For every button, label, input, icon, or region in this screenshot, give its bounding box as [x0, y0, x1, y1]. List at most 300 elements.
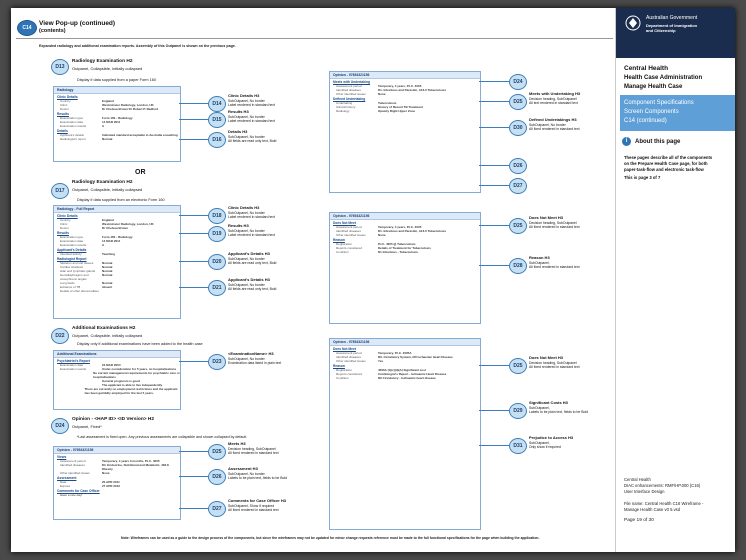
- reason-rows: [330, 242, 480, 254]
- reason-rows: [330, 368, 480, 380]
- callout-d14: D14: [208, 96, 226, 112]
- field-label: Country: [60, 99, 71, 103]
- callout-d24: D24: [509, 74, 527, 90]
- field-label: Reports considered: [336, 372, 363, 376]
- annotation-sub: SubOutpanel, No border: [228, 114, 265, 119]
- field-row: [336, 92, 480, 96]
- opinion-panel-right-title[interactable]: Opinion - 97654321156: [330, 72, 480, 79]
- full-results-rows: [54, 235, 180, 247]
- sidebar-title1: Central Health: [624, 65, 669, 72]
- field-value: None: [378, 233, 386, 237]
- d17-label: Radiology Examination H2: [72, 180, 133, 185]
- field-value: Normal: [102, 265, 113, 269]
- d13-label: Radiology Examination H2: [72, 59, 133, 64]
- psychiatrist-heading: Psychiatrist's Report: [57, 359, 90, 363]
- annotation-title: Defined Undertakings H3: [529, 117, 577, 122]
- field-value: Westminster Radiology, London, UK: [102, 222, 154, 226]
- opinion-panel-left-title[interactable]: Opinion - 97654321156: [54, 447, 180, 454]
- field-value: 14 MAR 2011: [102, 120, 121, 124]
- annotation-note: All text rendered in standard text: [529, 101, 578, 106]
- field-row: [60, 226, 180, 230]
- annotation-sub: SubOutpanel, No border: [228, 98, 265, 103]
- field-value: Normal: [102, 273, 113, 277]
- field-value: D9 Circulatory - Ischaemic heart disease: [378, 376, 436, 380]
- field-label: Identified diseases: [336, 88, 361, 92]
- annotation-title: Clinic Details H3: [228, 205, 260, 210]
- radiology-full-panel-title[interactable]: Radiology - Full Report: [54, 206, 180, 213]
- coat-of-arms-icon: [622, 14, 644, 32]
- annotation-title: Assessment H3: [228, 466, 258, 471]
- field-value: A: [102, 124, 105, 128]
- field-label: Clinic: [60, 222, 68, 226]
- annotation-sub: SubOutpanel, No border: [228, 134, 265, 139]
- connector-line: [479, 185, 509, 186]
- annotation-d25: [529, 356, 580, 370]
- connector-line: [479, 410, 509, 411]
- callout-d16: D16: [208, 132, 226, 148]
- d24-label: Opinion - <HAP ID> <ID Version> H2: [72, 417, 155, 422]
- field-value: A: [102, 243, 105, 247]
- callout-d21: D21: [208, 280, 226, 296]
- page-intro: Expanded radiology and additional examination reports. Assembly of this Outpanel is shown on the previous page.: [39, 44, 236, 48]
- callout-d25: D25: [509, 94, 527, 110]
- component-title: Component Specifications: [624, 100, 694, 106]
- results-heading: Results: [57, 112, 69, 116]
- annotation-d18: [228, 206, 275, 220]
- field-label: Other identified issues: [336, 359, 366, 363]
- field-row: [60, 243, 180, 247]
- annotation-title: Does Not Meet H3: [529, 215, 564, 220]
- field-label: Radiology: [336, 109, 350, 113]
- page-number: Page 19 of 30: [624, 518, 654, 523]
- annotation-title: Results H3: [228, 109, 249, 114]
- callout-d19: D19: [208, 226, 226, 242]
- annotation-d31: [529, 436, 573, 450]
- annotation-d23: [228, 352, 281, 366]
- callout-d24-left: D24: [51, 418, 69, 434]
- d22-note: Display only if additional examinations have been added to the health case: [77, 342, 203, 346]
- field-row: [60, 124, 180, 128]
- annotation-d25: [529, 92, 580, 106]
- field-row: [60, 273, 180, 281]
- field-value: The applicant is able to live independently: [102, 383, 163, 387]
- gov-line3: and Citizenship: [646, 28, 676, 33]
- annotation-sub: SubOutpanel, No border: [228, 471, 265, 476]
- field-label: Assessment period: [336, 351, 362, 355]
- annotation-note: All fixed rendered in standard text: [529, 365, 580, 370]
- annotation-title: Reason H3: [529, 255, 550, 260]
- annotation-note: All fields are read only text, Bold: [228, 139, 277, 144]
- field-row: [60, 484, 180, 488]
- callout-d20: D20: [208, 254, 226, 270]
- about-line1: These pages describe all of the components: [624, 155, 713, 160]
- connector-line: [479, 445, 509, 446]
- callout-d22: D22: [51, 328, 69, 344]
- field-value: No current management requirements for psychiatric care or hospitalisations: [93, 371, 180, 379]
- connector-line: [179, 233, 208, 234]
- field-label: Condition: [336, 376, 349, 380]
- annotation-d27: [228, 499, 286, 513]
- field-label: Applicant's details: [60, 133, 84, 137]
- field-value: General prognosis is good: [102, 379, 141, 383]
- field-label: Doctor: [60, 226, 69, 230]
- field-row: [336, 359, 480, 363]
- comments-text: Have a nice day!: [60, 493, 83, 497]
- field-label: Details of other abnormalities: [60, 289, 99, 293]
- field-label: Identified diseases: [60, 463, 85, 467]
- full-applicant-heading: Applicant's Details: [57, 248, 87, 252]
- callout-d25: D25: [208, 444, 226, 460]
- field-label: Hilar and lymphatic glands: [60, 269, 96, 273]
- or-separator: OR: [135, 169, 146, 176]
- annotation-note: All fields are read only text, Bold: [228, 287, 277, 292]
- field-value: Dr Chelsea Brown Dr Robert P. Radford: [102, 107, 159, 111]
- field-value: There are currently no employment restrictions and the applicant has been gainfully employed for the last 5 years.: [84, 387, 178, 395]
- field-label: Registration: [336, 368, 353, 372]
- results-rows: [54, 116, 180, 128]
- field-value: Details of Treatment for Tuberculosis: [378, 246, 431, 250]
- full-report-rows: [54, 261, 180, 293]
- annotation-note: Label rendered in standard text: [228, 233, 275, 238]
- annotation-title: Results H3: [228, 223, 249, 228]
- reason-heading: Reason: [333, 364, 345, 368]
- field-row: [60, 463, 180, 471]
- opinion-panel-right-title[interactable]: Opinion - 97654321156: [330, 339, 480, 346]
- annotation-d16: [228, 130, 276, 144]
- annotation-note: Examination data listed in plain text: [228, 361, 282, 366]
- field-label: Radiologist's report: [60, 137, 86, 141]
- field-value: Temporary, 4 years, P.I.C. 4005: [378, 225, 422, 229]
- annotation-sub: SubOutpanel,: [529, 405, 550, 410]
- field-label: Cardiac shadows: [60, 265, 84, 269]
- annotation-title: Does Not Meet H3: [529, 355, 564, 360]
- annotation-note: All fixed rendered in standard text: [228, 451, 279, 456]
- decision-rows: [330, 84, 480, 96]
- field-row: [336, 233, 480, 237]
- annotation-note: Labels to be plain text, fields to be Bold: [529, 410, 588, 415]
- field-value: History of Recent TB Treatment: [378, 105, 423, 109]
- d17-sub: Outpanel, Collapsible, initially collapsed: [72, 187, 143, 192]
- connector-line: [479, 127, 509, 128]
- field-row: [60, 252, 180, 256]
- callout-d23: D23: [208, 354, 226, 370]
- connector-line: [479, 365, 509, 366]
- field-value: Normal: [102, 281, 113, 285]
- field-label: Hemidiaphragms and costophrenic angles: [60, 273, 89, 281]
- connector-line: [479, 265, 509, 266]
- opinion-panel-right-title[interactable]: Opinion - 97654321156: [330, 213, 480, 220]
- annotation-title: Applicant's Details H3: [228, 277, 270, 282]
- sidebar-title2: Health Case Administration: [624, 75, 703, 81]
- field-value: Absent: [102, 285, 113, 289]
- connector-line: [179, 451, 208, 452]
- field-label: Examination type: [60, 235, 84, 239]
- views-heading: Views: [57, 455, 67, 459]
- connector-line: [179, 287, 208, 288]
- field-row: [60, 471, 180, 475]
- annotation-sub: SubOutpanel, No border: [228, 228, 265, 233]
- field-row: [336, 376, 480, 380]
- field-value: Teaching: [102, 252, 115, 256]
- annotation-d30: [529, 118, 580, 132]
- field-value: Normal: [102, 269, 113, 273]
- callout-d26: D26: [509, 158, 527, 174]
- field-value: Cardiologist's Report - Ischaemic Heart Disease: [378, 372, 447, 376]
- annotation-title: Comments for Case Officer H3: [228, 498, 287, 503]
- annotation-title: Details H3: [228, 129, 248, 134]
- field-label: Examination date: [60, 120, 84, 124]
- field-value: Form 160 - Radiology: [102, 116, 133, 120]
- component-box: [620, 95, 735, 131]
- connector-line: [179, 139, 208, 140]
- callout-d17: D17: [51, 183, 69, 199]
- connector-line: [179, 508, 208, 509]
- field-label: Intended activity: [60, 252, 82, 256]
- annotation-note: All fields are read only text, Bold: [228, 261, 277, 266]
- field-row: [60, 371, 180, 379]
- field-value: 14 MAR 2011: [102, 239, 121, 243]
- annotation-note: Label rendered in standard text: [228, 103, 275, 108]
- header-rule: [16, 38, 613, 39]
- field-label: Doctor: [60, 107, 69, 111]
- annotation-note: All fixed rendered in standard text: [529, 225, 580, 230]
- field-value: None: [102, 471, 110, 475]
- annotation-title: Prejudice to Access H3: [529, 435, 574, 440]
- annotation-d19: [228, 224, 275, 238]
- full-clinic-rows: [54, 218, 180, 230]
- field-label: Other identified issues: [336, 233, 366, 237]
- annotation-title: Meets H3: [228, 441, 246, 446]
- field-label: Skeleton and soft tissues: [60, 261, 94, 265]
- annotation-sub: SubOutpanel,: [529, 260, 550, 265]
- callout-d25: D25: [509, 358, 527, 374]
- field-label: Condition: [336, 250, 349, 254]
- field-value: 20 APR 2011: [102, 480, 120, 484]
- component-ref: C14 (continued): [624, 118, 667, 124]
- gov-line1: Australian Government: [646, 15, 698, 21]
- field-label: Examination results: [60, 243, 87, 247]
- page-subtitle: (contents): [39, 28, 66, 34]
- field-label: Country: [60, 218, 71, 222]
- annotation-sub: SubOutpanel, No border: [228, 282, 265, 287]
- annotation-sub: SubOutpanel,: [529, 440, 550, 445]
- field-value: Dr Chelsea Brown: [102, 226, 128, 230]
- annotation-title: <ExaminationName> H3: [228, 351, 274, 356]
- field-label: Identified diseases: [336, 355, 361, 359]
- clinic-details-heading: Clinic Details: [57, 95, 78, 99]
- field-label: Examination type: [60, 116, 84, 120]
- field-row: [60, 107, 180, 111]
- connector-line: [479, 165, 509, 166]
- field-label: Clinical history: [336, 105, 356, 109]
- field-row: [60, 289, 180, 293]
- connector-line: [179, 476, 208, 477]
- annotation-title: Applicant's Details H3: [228, 251, 270, 256]
- footer-line2: DIAC enhancements: RMF/HP.000 (C16): [624, 483, 701, 488]
- callout-d18: D18: [208, 208, 226, 224]
- decision-heading: Meets with Undertaking: [333, 80, 371, 84]
- page-of: This is page 3 of 7: [624, 175, 661, 180]
- views-rows: [54, 459, 180, 475]
- annotation-title: Significant Costs H3: [529, 400, 568, 405]
- field-label: Reports considered: [336, 246, 363, 250]
- field-value: D1. Infectious and Parasitic, A16.0 Tuberculosis: [378, 88, 447, 92]
- sidebar: [615, 8, 735, 552]
- annotation-d25: [529, 216, 580, 230]
- annotation-sub: Decision heading, SubOutpanel: [228, 446, 276, 451]
- annotation-note: Only show if required: [529, 445, 561, 450]
- field-row: [336, 109, 480, 113]
- decision-rows: [330, 225, 480, 237]
- annotation-note: Labels to be plain text, fields to be Bold: [228, 476, 287, 481]
- field-value: 27 APR 2012: [102, 484, 120, 488]
- sidebar-title3: Manage Health Case: [624, 84, 683, 90]
- field-value: Yes: [378, 359, 384, 363]
- gov-line2: Department of Immigration: [646, 23, 698, 28]
- annotation-sub: SubOutpanel, Show if required: [228, 503, 275, 508]
- field-label: Clinic: [60, 103, 68, 107]
- radiology-full-panel: [53, 205, 181, 319]
- connector-line: [179, 261, 208, 262]
- component-sub: Screen Components: [624, 109, 679, 115]
- annotation-sub: SubOutpanel, No border: [529, 122, 566, 127]
- annotation-d21: [228, 278, 276, 292]
- d24-sub: Outpanel, Fixed*: [72, 424, 102, 429]
- field-label: Examination date: [60, 363, 84, 367]
- annotation-note: All fixed rendered in standard text: [228, 508, 279, 513]
- clinic-rows: [54, 99, 180, 111]
- annotation-d14: [228, 94, 275, 108]
- reason-heading: Defined Undertaking: [333, 97, 366, 101]
- annotation-title: Clinic Details H3: [228, 93, 260, 98]
- callout-d27: D27: [509, 178, 527, 194]
- field-value: Opacity Right Upper Zone: [378, 109, 416, 113]
- file-line1: File name: Central Health C16 Wireframe -: [624, 501, 704, 506]
- annotation-d15: [228, 110, 275, 124]
- annotation-sub: Decision heading, SubOutpanel: [529, 360, 577, 365]
- field-label: Assessment period: [336, 225, 362, 229]
- callout-d30: D30: [509, 120, 527, 136]
- callout-d27: D27: [208, 501, 226, 517]
- about-line2: on the Prepare Health Case page, for both: [624, 161, 708, 166]
- field-label: Assessment period: [336, 84, 362, 88]
- about-line3: paper-task-flow and electronic task-flow: [624, 167, 704, 172]
- field-value: Temporary, 4 years, P.I.C. 4005: [378, 84, 422, 88]
- about-heading: About this page: [635, 139, 681, 145]
- field-value: England: [102, 99, 114, 103]
- full-results-heading: Results: [57, 231, 69, 235]
- field-value: Tuberculosis: [378, 101, 397, 105]
- field-label: Examination results: [60, 367, 87, 371]
- full-report-heading: Radiologist Report: [57, 257, 87, 261]
- field-label: Assessment period: [60, 459, 86, 463]
- comments-heading: Comments for Case Officer: [57, 489, 100, 493]
- field-label: Examination results: [60, 124, 87, 128]
- d13-note: Display if data supplied from a paper Form 160: [77, 78, 156, 82]
- assessment-heading: Assessment: [57, 476, 77, 480]
- field-value: Temporary, 4 years 3 months, P.I.C. 4005: [102, 459, 160, 463]
- connector-line: [479, 225, 509, 226]
- annotation-note: All fixed rendered in standard text: [529, 265, 580, 270]
- field-label: [60, 371, 93, 379]
- annotation-note: Label rendered in standard text: [228, 119, 275, 124]
- additional-exams-title[interactable]: Additional Examinations: [54, 351, 180, 358]
- d17-note: Display if data supplied from an electronic Form 160: [77, 198, 165, 202]
- callout-d25: D25: [509, 218, 527, 234]
- field-value: Normal: [102, 261, 113, 265]
- additional-rows: [54, 363, 180, 395]
- decision-heading: Does Not Meet: [333, 221, 356, 225]
- opinion-panel-right: [329, 212, 481, 324]
- annotation-sub: SubOutpanel, No border: [228, 356, 265, 361]
- annotation-d26: [228, 467, 287, 481]
- connector-line: [179, 361, 208, 362]
- field-label: Lung fields: [60, 281, 75, 285]
- field-value: D9. Circulatory System, I20 Ischaemic Heart Disease: [378, 355, 453, 359]
- field-value: 24 MAR 2004: [102, 363, 121, 367]
- field-value: Form 160 - Radiology: [102, 235, 133, 239]
- additional-exams-panel: [53, 350, 181, 410]
- annotation-d28: [529, 256, 580, 270]
- d13-sub: Outpanel, Collapsible, initially collapsed: [72, 66, 143, 71]
- annotation-d20: [228, 252, 276, 266]
- full-clinic-heading: Clinic Details: [57, 214, 78, 218]
- decision-rows: [330, 351, 480, 363]
- callout-d15: D15: [208, 112, 226, 128]
- field-label: Evidence of TB: [60, 285, 81, 289]
- field-value: None: [378, 92, 386, 96]
- field-label: Other identified issues: [336, 92, 366, 96]
- file-line2: Manage Health Case v0 5.vsd: [624, 507, 681, 512]
- details-heading: Details: [57, 129, 68, 133]
- connector-line: [179, 103, 208, 104]
- field-label: Expires: [60, 484, 71, 488]
- field-value: D4. Endocrine, Nutritional and Metabolic, 436.8 Obesity: [101, 463, 169, 471]
- annotation-sub: SubOutpanel, No border: [228, 210, 265, 215]
- annotation-sub: SubOutpanel, No border: [228, 256, 265, 261]
- field-value: Westminster Radiology, London, UK: [102, 103, 154, 107]
- annotation-note: All fixed rendered in standard text: [529, 127, 580, 132]
- annotation-note: Label rendered in standard text: [228, 215, 275, 220]
- field-label: Date: [60, 480, 67, 484]
- full-applicant-rows: [54, 252, 180, 256]
- field-value: D1 Infectious - Tuberculosis: [378, 250, 418, 254]
- document-page: [11, 8, 735, 552]
- footer-line1: Central Health: [624, 477, 651, 482]
- d22-sub: Outpanel, Collapsible, initially collapsed: [72, 333, 143, 338]
- d22-label: Additional Examinations H2: [72, 326, 136, 331]
- decision-heading: Does Not Meet: [333, 347, 356, 351]
- field-label: Undertaking: [336, 101, 353, 105]
- radiology-panel-title[interactable]: Radiology: [54, 87, 180, 94]
- field-value: Temporary, P.I.C. 4005A: [378, 351, 412, 355]
- callout-d26: D26: [208, 469, 226, 485]
- callout-d28: D28: [509, 258, 527, 274]
- annotation-sub: Decision heading, SubOutpanel: [529, 220, 577, 225]
- field-row: [60, 387, 180, 395]
- connector-line: [479, 101, 509, 102]
- field-label: Examination date: [60, 239, 84, 243]
- field-value: P.I.C. 4005 (j) Tuberculosis: [378, 242, 416, 246]
- field-label: [60, 387, 85, 395]
- opinion-panel-right: [329, 338, 481, 530]
- header-badge: C14: [17, 20, 37, 36]
- connector-line: [179, 119, 208, 120]
- annotation-title: Meets with Undertaking H3: [529, 91, 581, 96]
- field-value: 4006A (1)(c)(ii)(A) Significant cost: [378, 368, 426, 372]
- callout-d29: D29: [509, 403, 527, 419]
- callout-d31: D31: [509, 438, 527, 454]
